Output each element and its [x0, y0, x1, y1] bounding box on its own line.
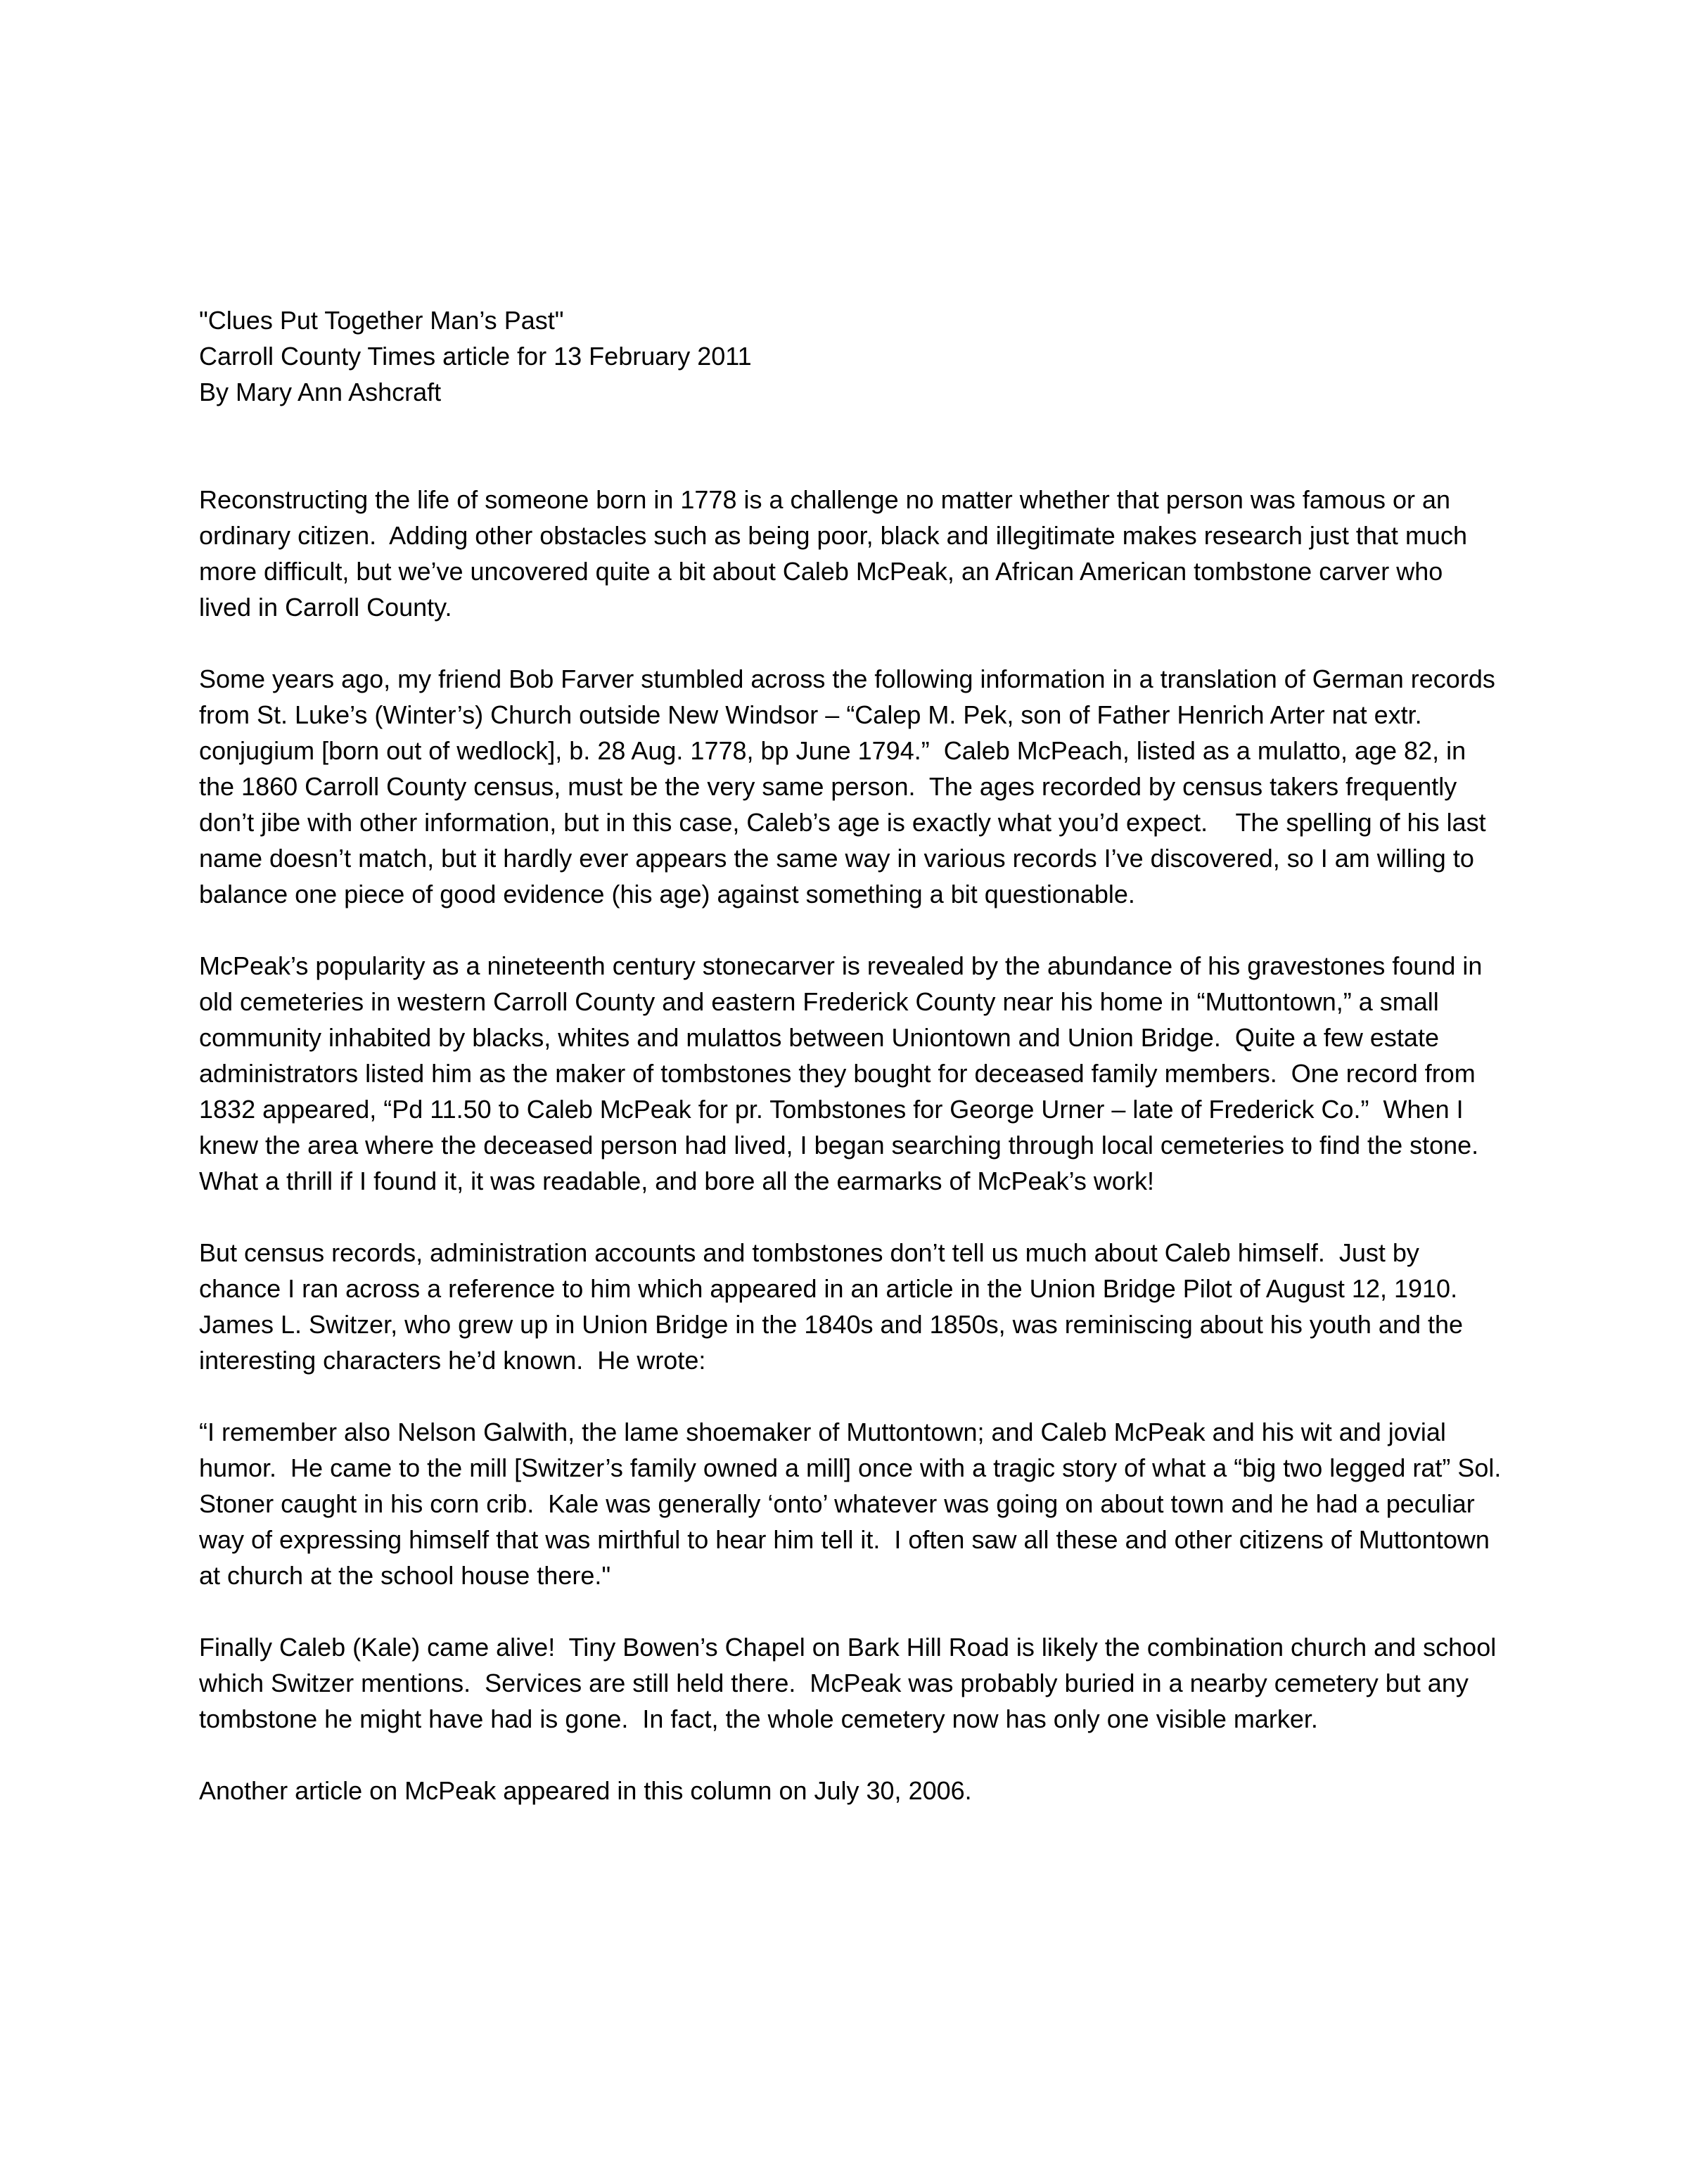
paragraph-stonecarver-popularity: McPeak’s popularity as a nineteenth century stonecarver is revealed by the abundance of his gravestones found in old cemeteries in western Carroll County and eastern Frederick County near his home in “Muttontown,” a small community inhabited by blacks, whites and mulattos between Uniontown and Union Bridge. Quite a few estate administrators listed him as the maker of tombstones they bought for deceased family members. One record from 1832 appeared, “Pd 11.50 to Caleb McPeak for pr. Tombstones for George Urner – late of Frederick Co.” When I knew the area where the deceased person had lived, I began searching through local cemeteries to find the stone. What a thrill if I found it, it was readable, and bore all the earmarks of McPeak’s work!	[199, 951, 1493, 1195]
paragraph-closing-note: Another article on McPeak appeared in this column on July 30, 2006.	[199, 1776, 972, 1805]
document-source-line: Carroll County Times article for 13 February 2011	[199, 342, 752, 371]
document-body	[199, 482, 1509, 1809]
document-header	[199, 302, 1502, 410]
paragraph-switzer-quote: “I remember also Nelson Galwith, the lame shoemaker of Muttontown; and Caleb McPeak and his wit and jovial humor. He came to the mill [Switzer’s family owned a mill] once with a tragic story of what a “big two legged rat” Sol. Stoner caught in his corn crib. Kale was generally ‘onto’ whatever was going on about town and he had a peculiar way of expressing himself that was mirthful to hear him tell it. I often saw all these and other citizens of Muttontown at church at the school house there."	[199, 1418, 1509, 1590]
document-byline: By Mary Ann Ashcraft	[199, 378, 442, 406]
paragraph-bowens-chapel: Finally Caleb (Kale) came alive! Tiny Bowen’s Chapel on Bark Hill Road is likely the combination church and school which Switzer mentions. Services are still held there. McPeak was probably buried in a nearby cemetery but any tombstone he might have had is gone. In fact, the whole cemetery now has only one visible marker.	[199, 1633, 1504, 1733]
paragraph-german-records: Some years ago, my friend Bob Farver stumbled across the following information in a translation of German records from St. Luke’s (Winter’s) Church outside New Windsor – “Calep M. Pek, son of Father Henrich Arter nat extr. conjugium [born out of wedlock], b. 28 Aug. 1778, bp June 1794.” Caleb McPeach, listed as a mulatto, age 82, in the 1860 Carroll County census, must be the very same person. The ages recorded by census takers frequently don’t jibe with other information, but in this case, Caleb’s age is exactly what you’d expect. The spelling of his last name doesn’t match, but it hardly ever appears the same way in various records I’ve discovered, so I am willing to balance one piece of good evidence (his age) against something a bit questionable.	[199, 664, 1502, 908]
paragraph-union-bridge-pilot: But census records, administration accounts and tombstones don’t tell us much about Caleb himself. Just by chance I ran across a reference to him which appeared in an article in the Union Bridge Pilot of August 12, 1910. James L. Switzer, who grew up in Union Bridge in the 1840s and 1850s, was reminiscing about his youth and the interesting characters he’d known. He wrote:	[199, 1238, 1472, 1375]
paragraph-intro: Reconstructing the life of someone born in 1778 is a challenge no matter whether that person was famous or an ordinary citizen. Adding other obstacles such as being poor, black and illegitimate makes research just that much more difficult, but we’ve uncovered quite a bit about Caleb McPeak, an African American tombstone carver who lived in Carroll County.	[199, 485, 1474, 622]
document-title: "Clues Put Together Man’s Past"	[199, 306, 564, 335]
